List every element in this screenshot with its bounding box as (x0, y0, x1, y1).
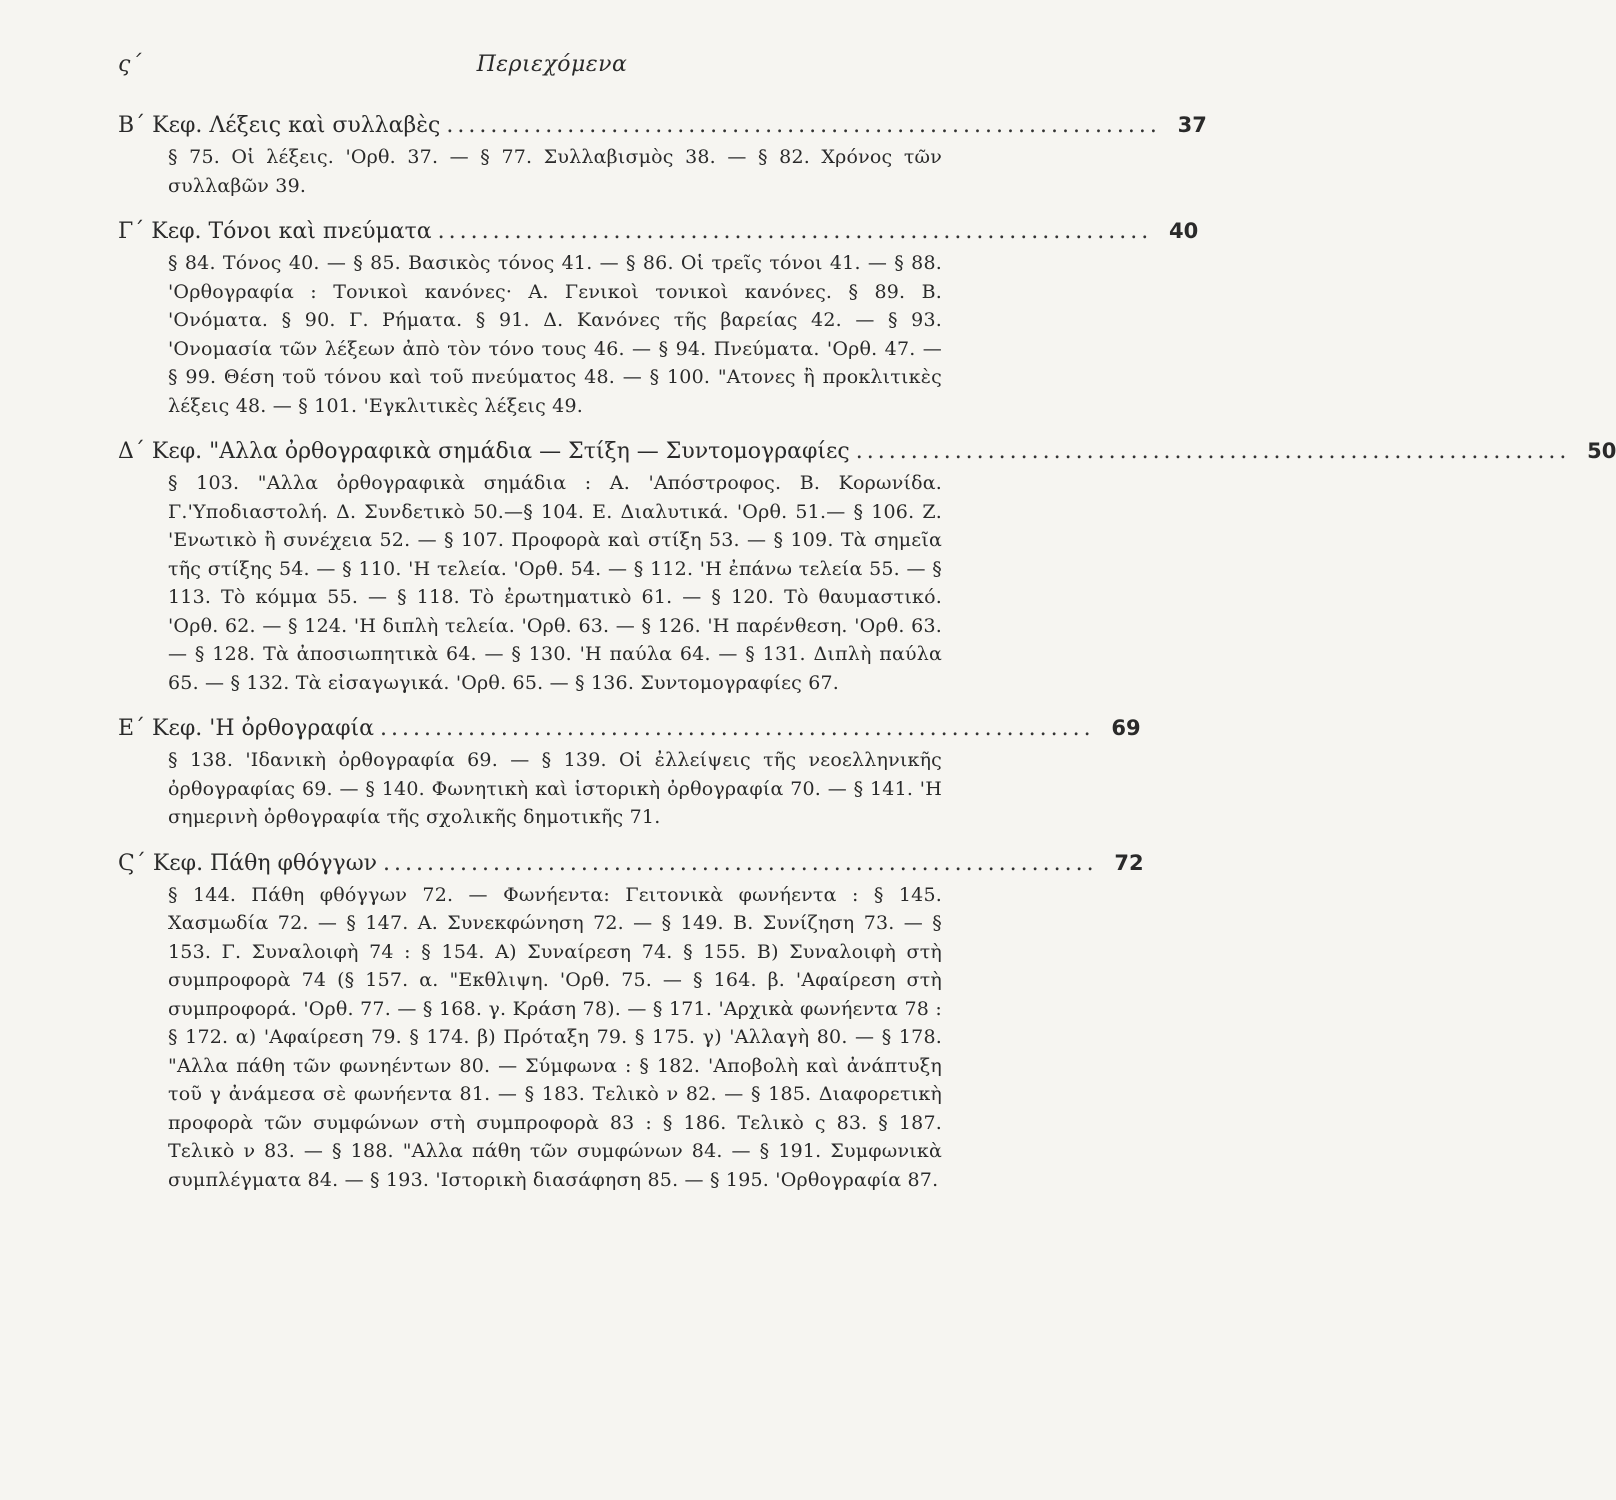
chapter-contents: § 103. "Αλλα ὀρθογραφικὰ σημάδια : Α. 'Απόστροφος. Β. Κορωνίδα. Γ.'Υποδιαστολή. Δ. Συνδετικὸ 50.—§ 104. Ε. Διαλυτικά. 'Ορθ. 51.— § 106. Ζ. 'Ενωτικὸ ἢ συνέχεια 52. — § 107. Προφορὰ καὶ στίξη 53. — § 109. Τὰ σημεῖα τῆς στίξης 54. — § 110. 'Η τελεία. 'Ορθ. 54. — § 112. 'Η ἐπάνω τελεία 55. — § 113. Τὸ κόμμα 55. — § 118. Τὸ ἐρωτηματικὸ 61. — § 120. Τὸ θαυμαστικό. 'Ορθ. 62. — § 124. 'Η διπλὴ τελεία. 'Ορθ. 63. — § 126. 'Η παρένθεση. 'Ορθ. 63. — § 128. Τὰ ἀποσιωπητικὰ 64. — § 130. 'Η παύλα 64. — § 131. Διπλὴ παύλα 65. — § 132. Τὰ εἰσαγωγικά. 'Ορθ. 65. — § 136. Συντομογραφίες 67. (168, 472, 942, 694)
chapter-title: Ε΄ Κεφ. 'Η ὀρθογραφία (118, 716, 374, 741)
chapter-contents: § 144. Πάθη φθόγγων 72. — Φωνήεντα: Γειτονικὰ φωνήεντα : § 145. Χασμωδία 72. — § 147. Α. Συνεκφώνηση 72. — § 149. Β. Συνίζηση 73. — § 153. Γ. Συναλοιφὴ 74 : § 154. Α) Συναίρεση 74. § 155. Β) Συναλοιφὴ στὴ συμπροφορὰ 74 (§ 157. α. "Εκθλιψη. 'Ορθ. 75. — § 164. β. 'Αφαίρεση στὴ συμπροφορά. 'Ορθ. 77. — § 168. γ. Κράση 78). — § 171. 'Αρχικὰ φωνήεντα 78 : § 172. α) 'Αφαίρεση 79. § 174. β) Πρόταξη 79. § 175. γ) 'Αλλαγὴ 80. — § 178. "Αλλα πάθη τῶν φωνηέντων 80. — Σύμφωνα : § 182. 'Αποβολὴ καὶ ἀνάπτυξη τοῦ γ ἀνάμεσα σὲ φωνήεντα 81. — § 183. Τελικὸ ν 82. — § 185. Διαφορετικὴ προφορὰ τῶν συμφώνων στὴ συμπροφορὰ 83 : § 186. Τελικὸ ς 83. § 187. Τελικὸ ν 83. — § 188. "Αλλα πάθη τῶν συμφώνων 84. — § 191. Συμφωνικὰ συμπλέγματα 84. — § 193. 'Ιστορικὴ διασάφηση 85. — § 195. 'Ορθογραφία 87. (168, 883, 942, 1191)
page-number: ς΄ (118, 52, 142, 77)
chapter-title: Γ΄ Κεφ. Τόνοι καὶ πνεύματα (118, 219, 432, 244)
chapter-page-number: 50 (1587, 439, 1616, 463)
leader-dots: ................................................................. (380, 716, 1095, 741)
chapter-heading[interactable] (118, 108, 1207, 143)
leader-dots: ................................................................. (383, 850, 1098, 876)
toc-chapter (118, 434, 1616, 697)
chapter-heading[interactable] (118, 434, 1616, 469)
chapter-contents: § 75. Οἱ λέξεις. 'Ορθ. 37. — § 77. Συλλαβισμὸς 38. — § 82. Χρόνος τῶν συλλαβῶν 39. (168, 146, 942, 197)
leader-dots: ................................................................. (437, 219, 1153, 244)
chapter-page-number: 37 (1177, 113, 1207, 137)
chapter-title: Β΄ Κεφ. Λέξεις καὶ συλλαβὲς (118, 113, 441, 138)
chapter-heading[interactable] (118, 846, 1144, 881)
chapter-heading[interactable] (118, 711, 1141, 746)
chapter-page-number: 69 (1111, 716, 1141, 740)
table-of-contents (118, 108, 1616, 1208)
leader-dots: ................................................................. (855, 439, 1571, 464)
chapter-heading[interactable] (118, 214, 1199, 249)
toc-chapter (118, 108, 1207, 200)
leader-dots: ................................................................. (446, 113, 1161, 138)
chapter-page-number: 72 (1114, 850, 1144, 875)
toc-chapter (118, 711, 1141, 832)
chapter-contents: § 138. 'Ιδανικὴ ὀρθογραφία 69. — § 139. Οἱ ἐλλείψεις τῆς νεοελληνικῆς ὀρθογραφίας 69. — § 140. Φωνητικὴ καὶ ἱστορικὴ ὀρθογραφία 70. — § 141. 'Η σημερινὴ ὀρθογραφία τῆς σχολικῆς δημοτικῆς 71. (168, 749, 942, 828)
chapter-title: Δ΄ Κεφ. "Αλλα ὀρθογραφικὰ σημάδια — Στίξη — Συντομογραφίες (118, 439, 850, 464)
toc-chapter (118, 846, 1144, 1195)
running-title: Περιεχόμενα (476, 52, 628, 77)
chapter-page-number: 40 (1168, 219, 1199, 243)
toc-chapter (118, 214, 1199, 420)
chapter-title: Ϛ΄ Κεφ. Πάθη φθόγγων (118, 850, 378, 876)
chapter-contents: § 84. Τόνος 40. — § 85. Βασικὸς τόνος 41. — § 86. Οἱ τρεῖς τόνοι 41. — § 88. 'Ορθογραφία : Τονικοὶ κανόνες· Α. Γενικοὶ τονικοὶ κανόνες. § 89. Β. 'Ονόματα. § 90. Γ. Ρήματα. § 91. Δ. Κανόνες τῆς βαρείας 42. — § 93. 'Ονομασία τῶν λέξεων ἀπὸ τὸν τόνο τους 46. — § 94. Πνεύματα. 'Ορθ. 47. — § 99. Θέση τοῦ τόνου καὶ τοῦ πνεύματος 48. — § 100. "Ατονες ἢ προκλιτικὲς λέξεις 48. — § 101. 'Εγκλιτικὲς λέξεις 49. (168, 252, 942, 417)
